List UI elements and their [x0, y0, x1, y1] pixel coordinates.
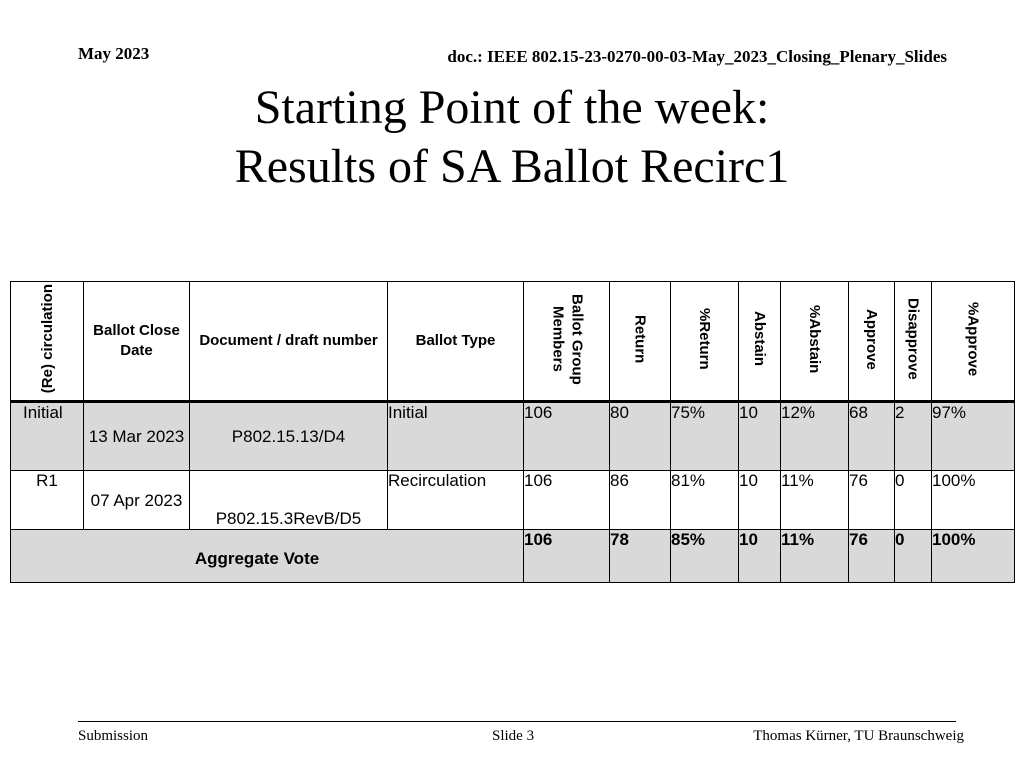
cell-ballot-type: Recirculation: [388, 471, 524, 530]
agg-approve: 76: [849, 530, 895, 583]
cell-circulation: R1: [11, 471, 84, 530]
cell-abstain: 10: [739, 471, 781, 530]
cell-disapprove: 0: [895, 471, 932, 530]
cell-group-members: 106: [524, 402, 610, 471]
table-row: [11, 402, 1015, 471]
header-group-members: Ballot Group Members: [524, 282, 610, 402]
cell-pct-abstain: 12%: [781, 402, 849, 471]
cell-return: 86: [610, 471, 671, 530]
header-approve: Approve: [849, 282, 895, 402]
header-ballot-type: Ballot Type: [388, 282, 524, 402]
header-document: Document / draft number: [190, 282, 388, 402]
cell-approve: 68: [849, 402, 895, 471]
agg-pct-return: 85%: [671, 530, 739, 583]
header-date: May 2023: [78, 44, 150, 63]
header-pct-approve: %Approve: [932, 282, 1015, 402]
footer-slide-number: Slide 3: [492, 728, 535, 744]
cell-pct-return: 75%: [671, 402, 739, 471]
cell-disapprove: 2: [895, 402, 932, 471]
cell-group-members: 106: [524, 471, 610, 530]
header-pct-return: %Return: [671, 282, 739, 402]
title-line-1: Starting Point of the week:: [254, 81, 770, 134]
cell-pct-approve: 100%: [932, 471, 1015, 530]
header-circulation: (Re) circulation: [11, 282, 84, 402]
agg-pct-approve: 100%: [932, 530, 1015, 583]
table-header-row: [11, 282, 1015, 402]
cell-close-date: 07 Apr 2023: [84, 471, 190, 530]
header-close-date: Ballot Close Date: [84, 282, 190, 402]
cell-close-date: 13 Mar 2023: [84, 402, 190, 471]
table-row: [11, 471, 1015, 530]
header-pct-abstain: %Abstain: [781, 282, 849, 402]
document-id: doc.: IEEE 802.15-23-0270-00-03-May_2023_Closing_Plenary_Slides: [447, 47, 947, 66]
title-line-2: Results of SA Ballot Recirc1: [234, 140, 790, 193]
header-abstain: Abstain: [739, 282, 781, 402]
header-return: Return: [610, 282, 671, 402]
agg-pct-abstain: 11%: [781, 530, 849, 583]
cell-document: P802.15.13/D4: [190, 402, 388, 471]
cell-pct-approve: 97%: [932, 402, 1015, 471]
slide-title: [0, 78, 1024, 196]
cell-ballot-type: Initial: [388, 402, 524, 471]
cell-document: P802.15.3RevB/D5: [190, 471, 388, 530]
cell-pct-return: 81%: [671, 471, 739, 530]
footer-submission: Submission: [78, 728, 149, 744]
cell-return: 80: [610, 402, 671, 471]
agg-group-members: 106: [524, 530, 610, 583]
aggregate-row: [11, 530, 1015, 583]
aggregate-label: Aggregate Vote: [11, 530, 524, 583]
footer-divider: [78, 721, 956, 722]
cell-circulation: Initial: [11, 402, 84, 471]
agg-abstain: 10: [739, 530, 781, 583]
header-disapprove: Disapprove: [895, 282, 932, 402]
cell-pct-abstain: 11%: [781, 471, 849, 530]
footer-author: Thomas Kürner, TU Braunschweig: [753, 728, 964, 744]
cell-abstain: 10: [739, 402, 781, 471]
ballot-results-table: [10, 281, 1015, 583]
agg-disapprove: 0: [895, 530, 932, 583]
agg-return: 78: [610, 530, 671, 583]
cell-approve: 76: [849, 471, 895, 530]
